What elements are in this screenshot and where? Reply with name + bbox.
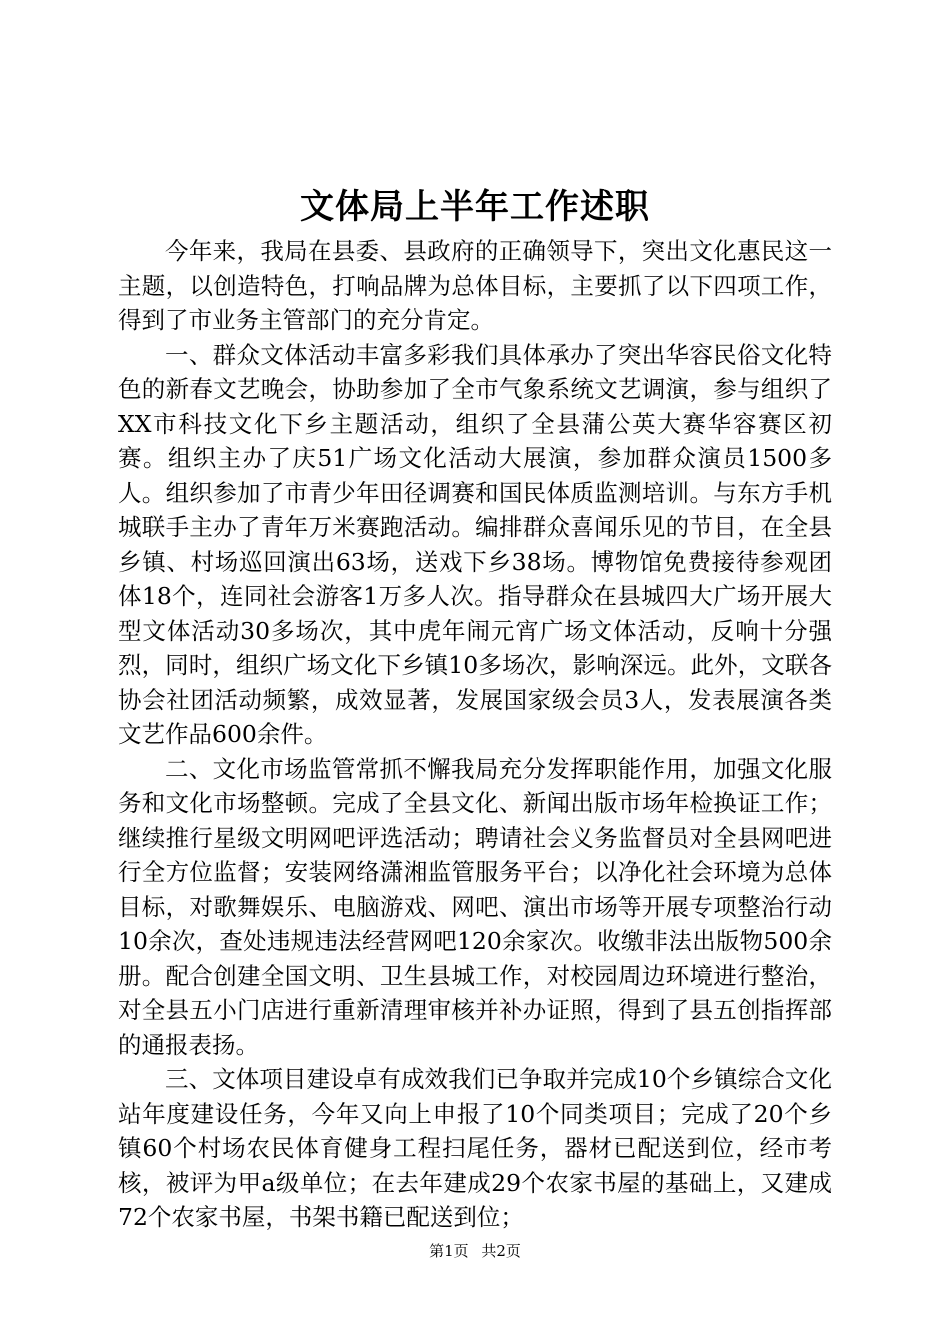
paragraph-section-1: 一、群众文体活动丰富多彩我们具体承办了突出华容民俗文化特色的新春文艺晚会，协助参加了全市气象系统文艺调演，参与组织了XX市科技文化下乡主题活动，组织了全县蒲公英大赛华容赛区初赛。组织主办了庆51广场文化活动大展演，参加群众演员1500多人。组织参加了市青少年田径调赛和国民体质监测培训。与东方手机城联手主办了青年万米赛跑活动。编排群众喜闻乐见的节目，在全县乡镇、村场巡回演出63场，送戏下乡38场。博物馆免费接待参观团体18个，连同社会游客1万多人次。指导群众在县城四大广场开展大型文体活动30多场次，其中虎年闹元宵广场文体活动，反响十分强烈，同时，组织广场文化下乡镇10多场次，影响深远。此外，文联各协会社团活动频繁，成效显著，发展国家级会员3人，发表展演各类文艺作品600余件。 — [118, 340, 832, 748]
document-title: 文体局上半年工作述职 — [300, 187, 650, 227]
page-footer — [0, 1241, 950, 1261]
paragraph-section-2: 二、文化市场监管常抓不懈我局充分发挥职能作用，加强文化服务和文化市场整顿。完成了全县文化、新闻出版市场年检换证工作；继续推行星级文明网吧评选活动；聘请社会义务监督员对全县网吧进行全方位监督；安装网络潇湘监管服务平台；以净化社会环境为总体目标，对歌舞娱乐、电脑游戏、网吧、演出市场等开展专项整治行动10余次，查处违规违法经营网吧120余家次。收缴非法出版物500余册。配合创建全国文明、卫生县城工作，对校园周边环境进行整治，对全县五小门店进行重新清理审核并补办证照，得到了县五创指挥部的通报表扬。 — [118, 754, 832, 1059]
document-body — [118, 234, 832, 1235]
page-total: 共2页 — [481, 1242, 521, 1260]
page-number: 第1页 — [429, 1242, 469, 1260]
paragraph-intro: 今年来，我局在县委、县政府的正确领导下，突出文化惠民这一主题，以创造特色，打响品牌为总体目标，主要抓了以下四项工作，得到了市业务主管部门的充分肯定。 — [118, 237, 832, 334]
paragraph-section-3: 三、文体项目建设卓有成效我们已争取并完成10个乡镇综合文化站年度建设任务，今年又向上申报了10个同类项目；完成了20个乡镇60个村场农民体育健身工程扫尾任务，器材已配送到位，经市考核，被评为甲a级单位；在去年建成29个农家书屋的基础上，又建成72个农家书屋，书架书籍已配送到位； — [118, 1065, 832, 1231]
